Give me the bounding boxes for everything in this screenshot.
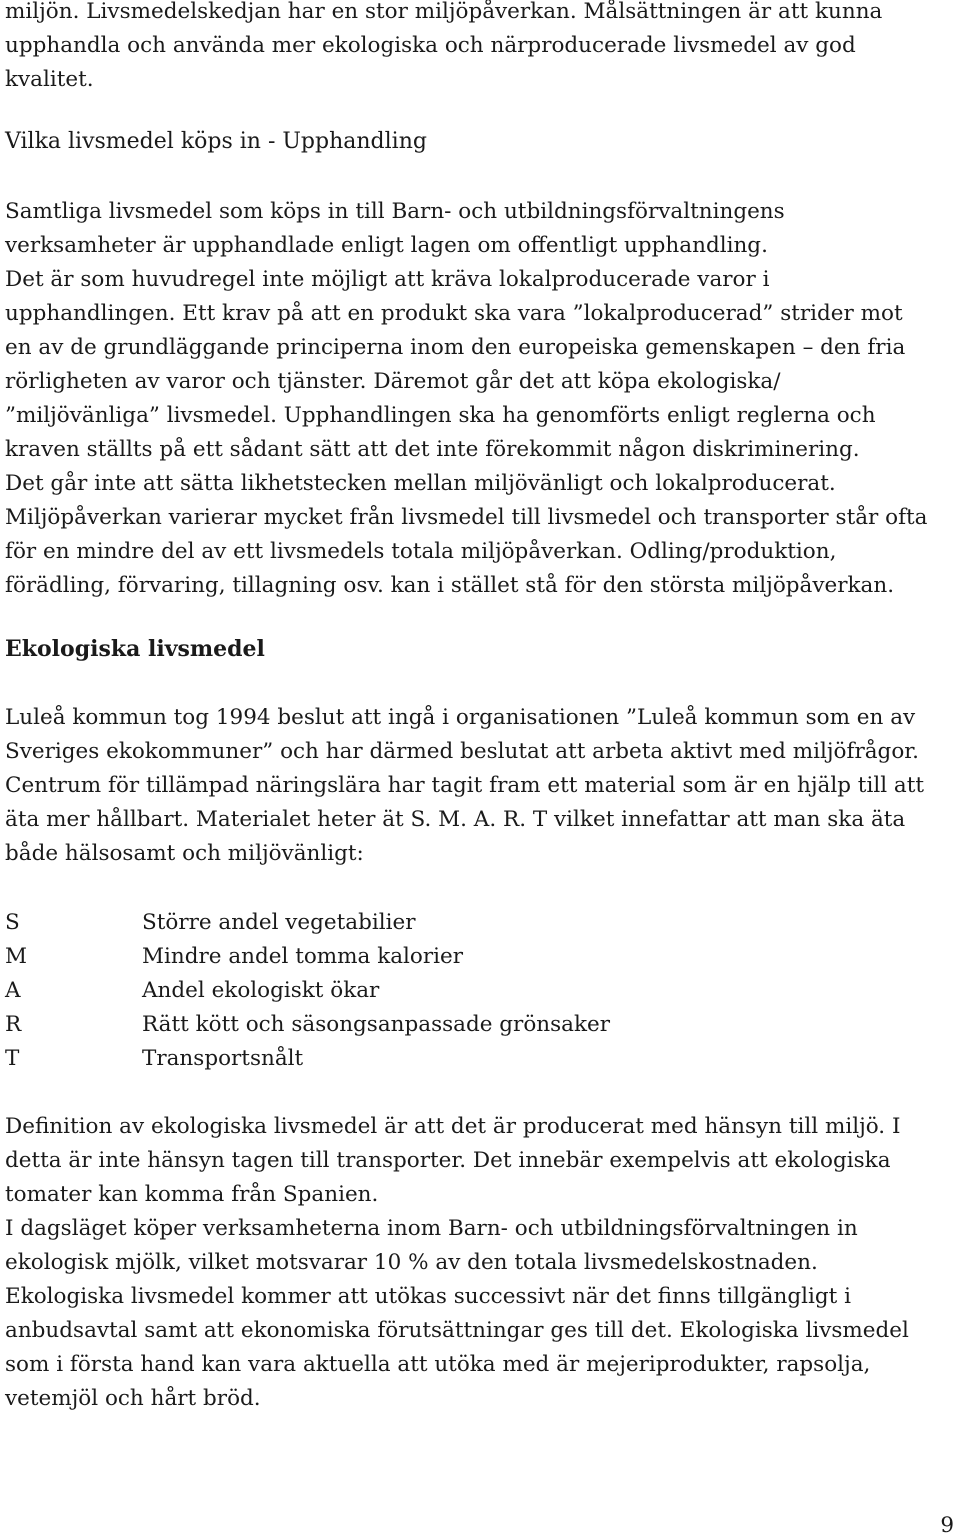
text-line: som i första hand kan vara aktuella att utöka med är mejeriprodukter, rapsolja, bbox=[5, 1352, 871, 1377]
text-line: Luleå kommun tog 1994 beslut att ingå i organisationen ”Luleå kommun som en av bbox=[5, 705, 916, 730]
smart-description: Större andel vegetabilier bbox=[142, 910, 416, 935]
text-line: Samtliga livsmedel som köps in till Barn- och utbildningsförvaltningens bbox=[5, 199, 785, 224]
smart-letter: S bbox=[5, 910, 20, 935]
page-number: 9 bbox=[940, 1513, 954, 1538]
text-line: anbudsavtal samt att ekonomiska förutsättningar ges till det. Ekologiska livsmedel bbox=[5, 1318, 909, 1343]
list-item bbox=[5, 1042, 610, 1076]
text-line: miljön. Livsmedelskedjan har en stor miljöpåverkan. Målsättningen är att kunna bbox=[5, 0, 883, 24]
smart-description: Andel ekologiskt ökar bbox=[142, 978, 380, 1003]
text-line: verksamheter är upphandlade enligt lagen om offentligt upphandling. bbox=[5, 233, 768, 258]
smart-letter: R bbox=[5, 1012, 22, 1037]
smart-description: Mindre andel tomma kalorier bbox=[142, 944, 464, 969]
text-line: ekologisk mjölk, vilket motsvarar 10 % av den totala livsmedelskostnaden. bbox=[5, 1250, 818, 1275]
text-line: äta mer hållbart. Materialet heter ät S. M. A. R. T vilket innefattar att man ska äta bbox=[5, 807, 906, 832]
text-line: kvalitet. bbox=[5, 67, 94, 92]
text-line: Definition av ekologiska livsmedel är att det är producerat med hänsyn till miljö. I bbox=[5, 1114, 901, 1139]
text-line: rörligheten av varor och tjänster. Däremot går det att köpa ekologiska/ bbox=[5, 369, 781, 394]
text-line: I dagsläget köper verksamheterna inom Barn- och utbildningsförvaltningen in bbox=[5, 1216, 858, 1241]
text-line: upphandlingen. Ett krav på att en produkt ska vara ”lokalproducerad” strider mot bbox=[5, 301, 903, 326]
text-line: vetemjöl och hårt bröd. bbox=[5, 1386, 261, 1411]
list-item bbox=[5, 940, 610, 974]
text-line: Centrum för tillämpad näringslära har tagit fram ett material som är en hjälp till att bbox=[5, 773, 925, 798]
smart-description: Transportsnålt bbox=[142, 1046, 304, 1071]
section-heading-upphandling: Vilka livsmedel köps in - Upphandling bbox=[5, 129, 427, 154]
text-line: Ekologiska livsmedel kommer att utökas successivt när det finns tillgängligt i bbox=[5, 1284, 851, 1309]
text-line: Det går inte att sätta likhetstecken mellan miljövänligt och lokalproducerat. bbox=[5, 471, 836, 496]
text-line: kraven ställts på ett sådant sätt att det inte förekommit någon diskriminering. bbox=[5, 437, 860, 462]
text-line: både hälsosamt och miljövänligt: bbox=[5, 841, 364, 866]
smart-letter: M bbox=[5, 944, 28, 969]
section-heading-ekologiska: Ekologiska livsmedel bbox=[5, 636, 265, 662]
smart-description: Rätt kött och säsongsanpassade grönsaker bbox=[142, 1012, 611, 1037]
text-line: tomater kan komma från Spanien. bbox=[5, 1182, 379, 1207]
list-item bbox=[5, 974, 610, 1008]
text-line: för en mindre del av ett livsmedels totala miljöpåverkan. Odling/produktion, bbox=[5, 539, 837, 564]
text-line: Miljöpåverkan varierar mycket från livsmedel till livsmedel och transporter står ofta bbox=[5, 505, 928, 530]
top-continuation-paragraph bbox=[5, 0, 882, 97]
ekologiska-intro-paragraph bbox=[5, 701, 924, 871]
text-line: en av de grundläggande principerna inom den europeiska gemenskapen – den fria bbox=[5, 335, 906, 360]
text-line: upphandla och använda mer ekologiska och närproducerade livsmedel av god bbox=[5, 33, 856, 58]
text-line: detta är inte hänsyn tagen till transporter. Det innebär exempelvis att ekologiska bbox=[5, 1148, 891, 1173]
smart-list bbox=[5, 906, 610, 1076]
text-line: Sveriges ekokommuner” och har därmed beslutat att arbeta aktivt med miljöfrågor. bbox=[5, 739, 920, 764]
definition-paragraph bbox=[5, 1110, 909, 1416]
text-line: Det är som huvudregel inte möjligt att kräva lokalproducerade varor i bbox=[5, 267, 770, 292]
text-line: ”miljövänliga” livsmedel. Upphandlingen ska ha genomförts enligt reglerna och bbox=[5, 403, 876, 428]
upphandling-paragraph bbox=[5, 195, 928, 603]
smart-letter: T bbox=[5, 1046, 20, 1071]
smart-letter: A bbox=[5, 978, 21, 1003]
text-line: förädling, förvaring, tillagning osv. kan i stället stå för den största miljöpåverkan. bbox=[5, 573, 895, 598]
list-item bbox=[5, 906, 610, 940]
list-item bbox=[5, 1008, 610, 1042]
